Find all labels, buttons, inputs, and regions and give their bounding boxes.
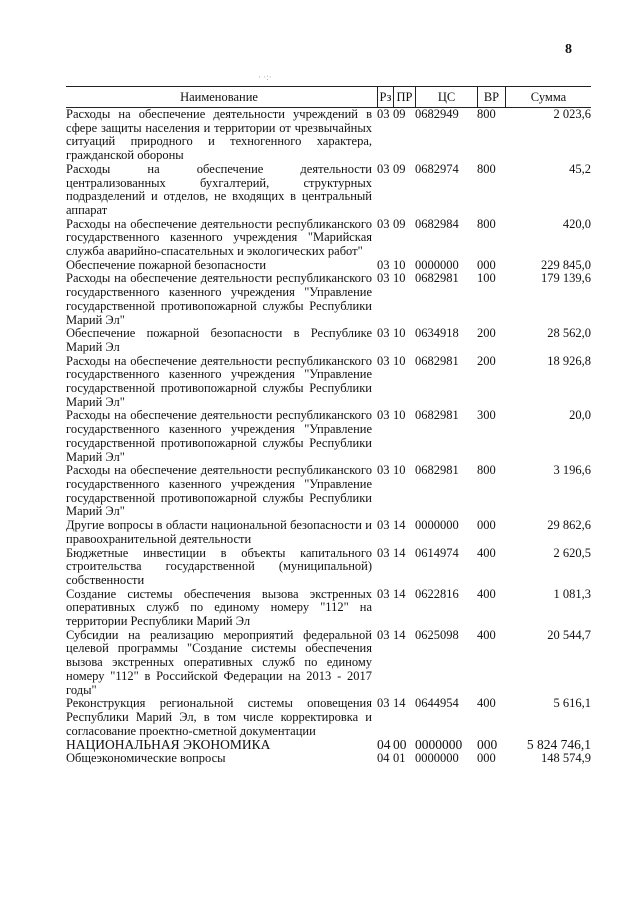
- table-row: [66, 355, 591, 410]
- table-header: [66, 86, 591, 108]
- cell-sum: 29 862,6: [547, 518, 591, 533]
- table-row: [66, 108, 591, 163]
- cell-rz: 03: [377, 326, 390, 341]
- cell-name: Реконструкция региональной системы оповещения Республики Марий Эл, в том числе корректировка и согласование проектно-сметной документации: [66, 696, 372, 738]
- cell-vr: 000: [477, 257, 496, 272]
- cell-sum: 1 081,3: [553, 586, 591, 601]
- cell-pr: 09: [393, 107, 406, 121]
- cell-vr: 800: [477, 107, 496, 121]
- cell-rz: 03: [377, 408, 390, 423]
- header-cs: ЦС: [415, 87, 477, 107]
- cell-cs: 0614974: [415, 545, 459, 560]
- table-row: [66, 738, 591, 752]
- cell-vr: 200: [477, 353, 496, 368]
- cell-pr: 00: [393, 737, 407, 753]
- cell-rz: 03: [377, 696, 390, 711]
- table-row: [66, 697, 591, 738]
- cell-pr: 10: [393, 408, 406, 423]
- cell-name: Расходы на обеспечение деятельности республиканского государственного казенного учреждения "Управление государственной противопожарной службы Республики Марий Эл": [66, 408, 372, 464]
- cell-rz: 03: [377, 545, 390, 560]
- cell-name: Расходы на обеспечение деятельности республиканского государственного казенного учреждения "Управление государственной противопожарной службы Республики Марий Эл": [66, 463, 372, 519]
- cell-sum: 229 845,0: [541, 257, 591, 272]
- cell-cs: 0000000: [415, 737, 463, 753]
- cell-cs: 0625098: [415, 627, 459, 642]
- table-row: [66, 629, 591, 698]
- cell-sum: 20 544,7: [547, 627, 591, 642]
- cell-sum: 2 620,5: [553, 545, 591, 560]
- cell-pr: 10: [393, 353, 406, 368]
- cell-rz: 03: [377, 353, 390, 368]
- cell-rz: 03: [377, 257, 390, 272]
- cell-pr: 10: [393, 326, 406, 341]
- header-name: Наименование: [180, 89, 258, 104]
- cell-name: Расходы на обеспечение деятельности централизованных бухгалтерий, структурных подразделений и отделов, не входящих в центральный аппарат: [66, 161, 372, 217]
- cell-sum: 3 196,6: [553, 463, 591, 478]
- cell-cs: 0682981: [415, 353, 459, 368]
- cell-sum: 179 139,6: [541, 271, 591, 286]
- cell-name: НАЦИОНАЛЬНАЯ ЭКОНОМИКА: [66, 737, 271, 753]
- cell-name: Расходы на обеспечение деятельности республиканского государственного казенного учреждения "Управление государственной противопожарной службы Республики Марий Эл": [66, 271, 372, 327]
- cell-name: Расходы на обеспечение деятельности учреждений в сфере защиты населения и территории от чрезвычайных ситуаций природного и техногенного характера, гражданской обороны: [66, 107, 372, 163]
- cell-vr: 800: [477, 216, 496, 231]
- scan-artifact: · ·:·: [258, 72, 272, 82]
- cell-cs: 0000000: [415, 257, 459, 272]
- table-row: [66, 464, 591, 519]
- cell-pr: 09: [393, 216, 406, 231]
- cell-rz: 03: [377, 271, 390, 286]
- header-rz: Рз: [377, 87, 393, 107]
- cell-cs: 0000000: [415, 751, 459, 766]
- table-row: [66, 327, 591, 354]
- cell-cs: 0682949: [415, 107, 459, 121]
- cell-vr: 400: [477, 627, 496, 642]
- cell-pr: 09: [393, 161, 406, 176]
- cell-sum: 148 574,9: [541, 751, 591, 766]
- cell-rz: 03: [377, 161, 390, 176]
- page-number: 8: [565, 42, 572, 57]
- cell-rz: 04: [377, 737, 391, 753]
- cell-pr: 10: [393, 257, 406, 272]
- cell-cs: 0000000: [415, 518, 459, 533]
- cell-pr: 01: [393, 751, 406, 766]
- cell-sum: 18 926,8: [547, 353, 591, 368]
- cell-rz: 03: [377, 518, 390, 533]
- cell-sum: 45,2: [569, 161, 591, 176]
- table-row: [66, 519, 591, 546]
- cell-name: Другие вопросы в области национальной безопасности и правоохранительной деятельности: [66, 518, 372, 546]
- cell-sum: 2 023,6: [553, 107, 591, 121]
- cell-vr: 400: [477, 696, 496, 711]
- cell-vr: 400: [477, 586, 496, 601]
- header-pr: ПР: [393, 87, 415, 107]
- cell-rz: 03: [377, 107, 390, 121]
- cell-name: Обеспечение пожарной безопасности: [66, 257, 267, 272]
- table-row: [66, 588, 591, 629]
- cell-vr: 800: [477, 161, 496, 176]
- cell-vr: 000: [477, 737, 498, 753]
- table-row: [66, 163, 591, 218]
- cell-vr: 300: [477, 408, 496, 423]
- cell-pr: 10: [393, 271, 406, 286]
- cell-name: Общеэкономические вопросы: [66, 751, 226, 766]
- cell-pr: 10: [393, 463, 406, 478]
- cell-cs: 0682974: [415, 161, 459, 176]
- cell-rz: 03: [377, 586, 390, 601]
- cell-cs: 0682981: [415, 463, 459, 478]
- table-row: [66, 218, 591, 259]
- cell-sum: 28 562,0: [547, 326, 591, 341]
- cell-rz: 03: [377, 216, 390, 231]
- cell-vr: 400: [477, 545, 496, 560]
- cell-rz: 03: [377, 627, 390, 642]
- cell-vr: 200: [477, 326, 496, 341]
- cell-pr: 14: [393, 545, 406, 560]
- cell-cs: 0682984: [415, 216, 459, 231]
- cell-name: Бюджетные инвестиции в объекты капитального строительства государственной (муниципальной) собственности: [66, 545, 372, 587]
- cell-name: Субсидии на реализацию мероприятий федеральной целевой программы "Создание системы обеспечения вызова экстренных оперативных служб по единому номеру "112" в Российской Федерации на 2013 - 2017 годы": [66, 627, 372, 697]
- budget-table: [66, 86, 591, 766]
- table-row: [66, 409, 591, 464]
- cell-cs: 0682981: [415, 271, 459, 286]
- cell-name: Обеспечение пожарной безопасности в Республике Марий Эл: [66, 326, 372, 354]
- cell-name: Расходы на обеспечение деятельности республиканского государственного казенного учреждения "Управление государственной противопожарной службы Республики Марий Эл": [66, 353, 372, 409]
- cell-name: Создание системы обеспечения вызова экстренных оперативных служб по единому номеру "112" на территории Республики Марий Эл: [66, 586, 372, 629]
- cell-sum: 5 824 746,1: [526, 737, 591, 753]
- cell-vr: 100: [477, 271, 496, 286]
- cell-pr: 14: [393, 696, 406, 711]
- cell-pr: 14: [393, 627, 406, 642]
- cell-rz: 03: [377, 463, 390, 478]
- cell-sum: 420,0: [562, 216, 591, 231]
- cell-cs: 0682981: [415, 408, 459, 423]
- cell-vr: 800: [477, 463, 496, 478]
- cell-vr: 000: [477, 518, 496, 533]
- cell-cs: 0634918: [415, 326, 459, 341]
- cell-cs: 0622816: [415, 586, 459, 601]
- cell-vr: 000: [477, 751, 496, 766]
- cell-cs: 0644954: [415, 696, 459, 711]
- cell-pr: 14: [393, 586, 406, 601]
- cell-sum: 5 616,1: [553, 696, 591, 711]
- header-sum: Сумма: [505, 87, 591, 107]
- table-row: [66, 272, 591, 327]
- table-row: [66, 752, 591, 766]
- cell-name: Расходы на обеспечение деятельности республиканского государственного казенного учреждения "Марийская служба аварийно-спасательных и экологических работ": [66, 216, 372, 259]
- cell-rz: 04: [377, 751, 390, 766]
- table-body: [66, 108, 591, 766]
- cell-pr: 14: [393, 518, 406, 533]
- table-row: [66, 547, 591, 588]
- header-vr: ВР: [477, 87, 505, 107]
- table-row: [66, 259, 591, 273]
- cell-sum: 20,0: [569, 408, 591, 423]
